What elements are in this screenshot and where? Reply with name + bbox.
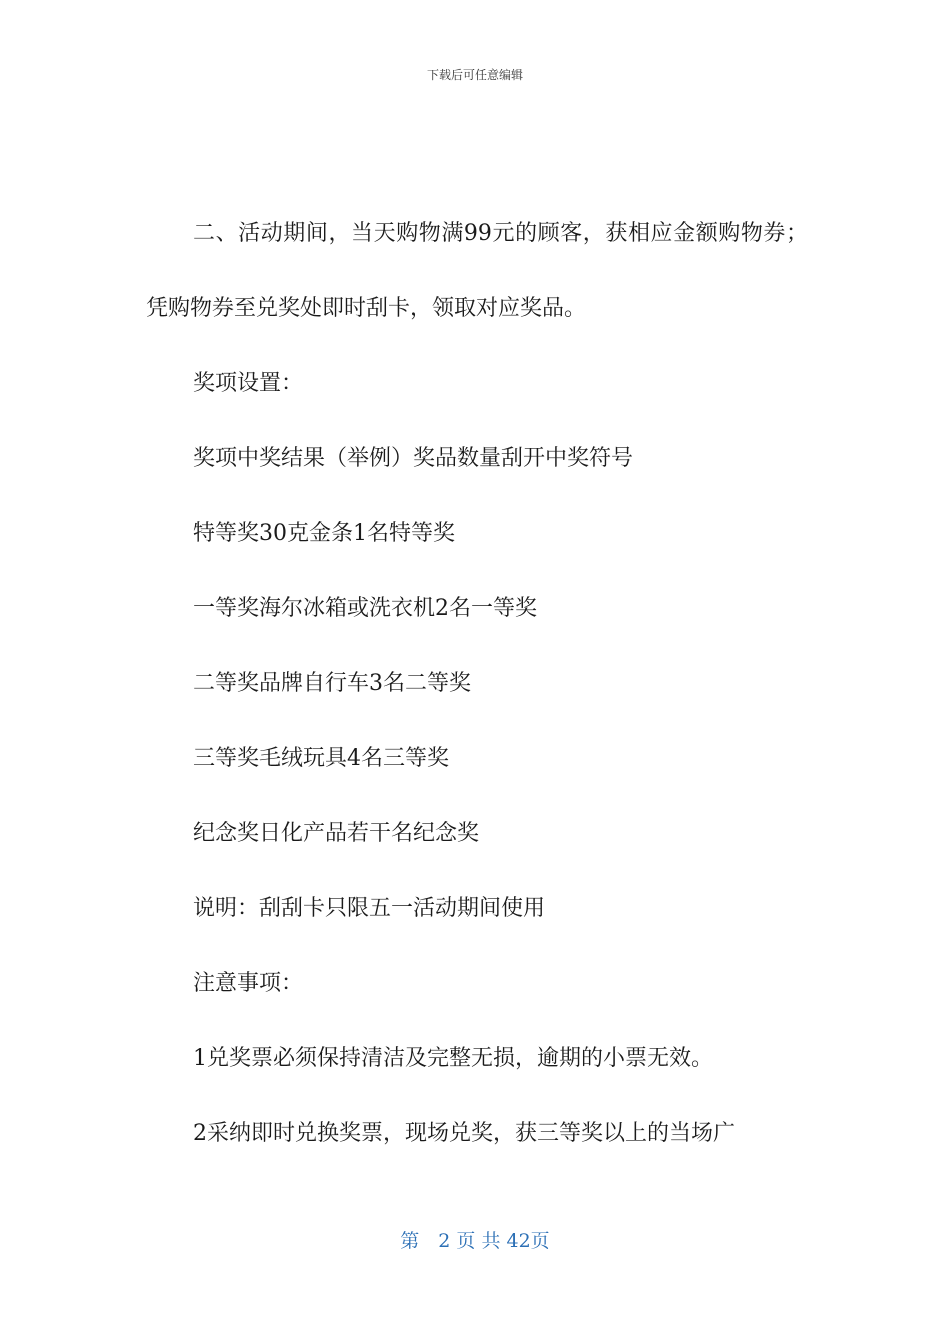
paragraph-prize-settings-heading: 奖项设置：: [193, 371, 304, 396]
paragraph-activity-intro: 二、活动期间，当天购物满99元的顾客，获相应金额购物券；凭购物券至兑奖处即时刮卡，领取对应奖品。: [146, 221, 808, 321]
paragraph-second-prize: 二等奖品牌自行车3名二等奖: [193, 671, 471, 696]
paragraph-note-1: 1兑奖票必须保持清洁及完整无损，逾期的小票无效。: [193, 1046, 713, 1071]
document-body: [146, 196, 808, 1171]
paragraph-explanation: 说明：刮刮卡只限五一活动期间使用: [193, 896, 546, 921]
paragraph-souvenir-prize: 纪念奖日化产品若干名纪念奖: [193, 821, 480, 846]
paragraph-grand-prize: 特等奖30克金条1名特等奖: [193, 521, 455, 546]
paragraph-notes-heading: 注意事项：: [193, 971, 304, 996]
paragraph-third-prize: 三等奖毛绒玩具4名三等奖: [193, 746, 449, 771]
paragraph-note-2: 2采纳即时兑换奖票，现场兑奖，获三等奖以上的当场广: [193, 1121, 735, 1146]
paragraph-prize-table-header: 奖项中奖结果（举例）奖品数量刮开中奖符号: [193, 446, 634, 471]
page-header-note: 下载后可任意编辑: [426, 68, 523, 82]
page-number-footer: 第 2 页 共 42页: [400, 1230, 550, 1252]
paragraph-first-prize: 一等奖海尔冰箱或洗衣机2名一等奖: [193, 596, 537, 621]
